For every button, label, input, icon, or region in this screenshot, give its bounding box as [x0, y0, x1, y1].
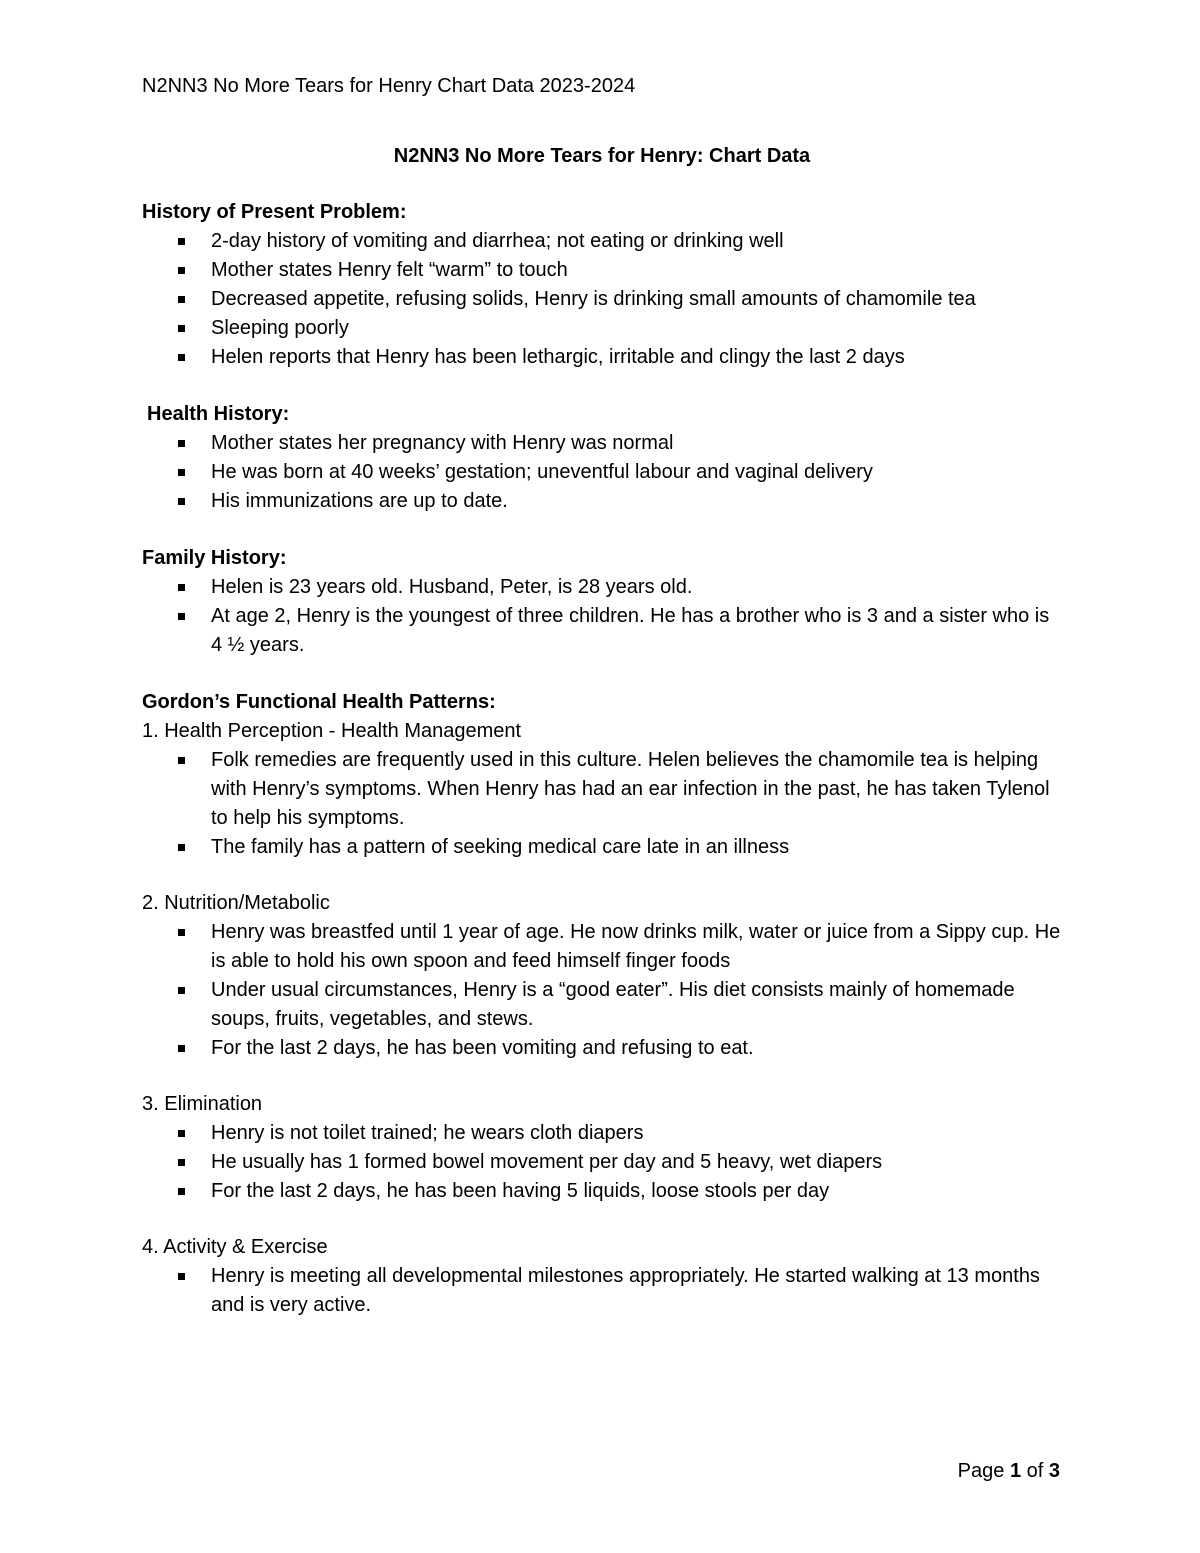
- list-family-history: [142, 573, 1062, 660]
- list-item: Helen is 23 years old. Husband, Peter, is 28 years old.: [142, 573, 1062, 602]
- square-bullet-icon: [178, 440, 185, 447]
- list-item: Henry was breastfed until 1 year of age. He now drinks milk, water or juice from a Sippy cup. He is able to hold his own spoon and feed himself finger foods: [142, 918, 1062, 976]
- list-item: Mother states Henry felt “warm” to touch: [142, 256, 1062, 285]
- list-elimination: [142, 1119, 1062, 1206]
- square-bullet-icon: [178, 987, 185, 994]
- square-bullet-icon: [178, 498, 185, 505]
- document-title: N2NN3 No More Tears for Henry: Chart Data: [393, 145, 811, 167]
- list-item: His immunizations are up to date.: [142, 487, 1062, 516]
- square-bullet-icon: [178, 296, 185, 303]
- square-bullet-icon: [178, 238, 185, 245]
- square-bullet-icon: [178, 584, 185, 591]
- list-item: For the last 2 days, he has been having 5 liquids, loose stools per day: [142, 1177, 1062, 1206]
- list-item: 2-day history of vomiting and diarrhea; not eating or drinking well: [142, 227, 1062, 256]
- page-header: N2NN3 No More Tears for Henry Chart Data 2023-2024: [142, 75, 636, 97]
- square-bullet-icon: [178, 354, 185, 361]
- list-item: Henry is not toilet trained; he wears cloth diapers: [142, 1119, 1062, 1148]
- square-bullet-icon: [178, 844, 185, 851]
- square-bullet-icon: [178, 1130, 185, 1137]
- heading-gordon-patterns: Gordon’s Functional Health Patterns:: [142, 691, 496, 713]
- list-item: Folk remedies are frequently used in this culture. Helen believes the chamomile tea is helping with Henry’s symptoms. When Henry has had an ear infection in the past, he has taken Tylenol to help his symptoms.: [142, 746, 1062, 833]
- list-item: The family has a pattern of seeking medical care late in an illness: [142, 833, 1062, 862]
- square-bullet-icon: [178, 267, 185, 274]
- total-page-count: 3: [1048, 1460, 1060, 1482]
- list-item: Decreased appetite, refusing solids, Henry is drinking small amounts of chamomile tea: [142, 285, 1062, 314]
- list-activity: [142, 1262, 1062, 1320]
- square-bullet-icon: [178, 757, 185, 764]
- heading-family-history: Family History:: [142, 547, 287, 569]
- square-bullet-icon: [178, 469, 185, 476]
- list-item: Under usual circumstances, Henry is a “good eater”. His diet consists mainly of homemade soups, fruits, vegetables, and stews.: [142, 976, 1062, 1034]
- current-page-number: 1: [1009, 1460, 1022, 1482]
- square-bullet-icon: [178, 1159, 185, 1166]
- list-item: Helen reports that Henry has been lethargic, irritable and clingy the last 2 days: [142, 343, 1062, 372]
- square-bullet-icon: [178, 613, 185, 620]
- list-item: At age 2, Henry is the youngest of three children. He has a brother who is 3 and a sister who is 4 ½ years.: [142, 602, 1062, 660]
- list-item: He was born at 40 weeks’ gestation; uneventful labour and vaginal delivery: [142, 458, 1062, 487]
- list-item: He usually has 1 formed bowel movement per day and 5 heavy, wet diapers: [142, 1148, 1062, 1177]
- square-bullet-icon: [178, 929, 185, 936]
- square-bullet-icon: [178, 1273, 185, 1280]
- list-item: Henry is meeting all developmental milestones appropriately. He started walking at 13 months and is very active.: [142, 1262, 1062, 1320]
- list-present-problem: [142, 227, 1062, 372]
- pattern-title-nutrition: 2. Nutrition/Metabolic: [142, 892, 330, 914]
- heading-health-history: Health History:: [147, 403, 290, 425]
- pattern-title-activity: 4. Activity & Exercise: [142, 1236, 328, 1258]
- list-health-perception: [142, 746, 1062, 862]
- list-item: Sleeping poorly: [142, 314, 1062, 343]
- pattern-title-elimination: 3. Elimination: [142, 1093, 263, 1115]
- document-body: [142, 142, 1062, 1320]
- heading-present-problem: History of Present Problem:: [142, 201, 407, 223]
- square-bullet-icon: [178, 1188, 185, 1195]
- square-bullet-icon: [178, 1045, 185, 1052]
- list-item: Mother states her pregnancy with Henry was normal: [142, 429, 1062, 458]
- pattern-title-health-perception: 1. Health Perception - Health Management: [142, 720, 522, 742]
- list-item: For the last 2 days, he has been vomiting and refusing to eat.: [142, 1034, 1062, 1063]
- square-bullet-icon: [178, 325, 185, 332]
- page-number: Page 1 of 3: [957, 1460, 1060, 1482]
- list-nutrition: [142, 918, 1062, 1063]
- list-health-history: [142, 429, 1062, 516]
